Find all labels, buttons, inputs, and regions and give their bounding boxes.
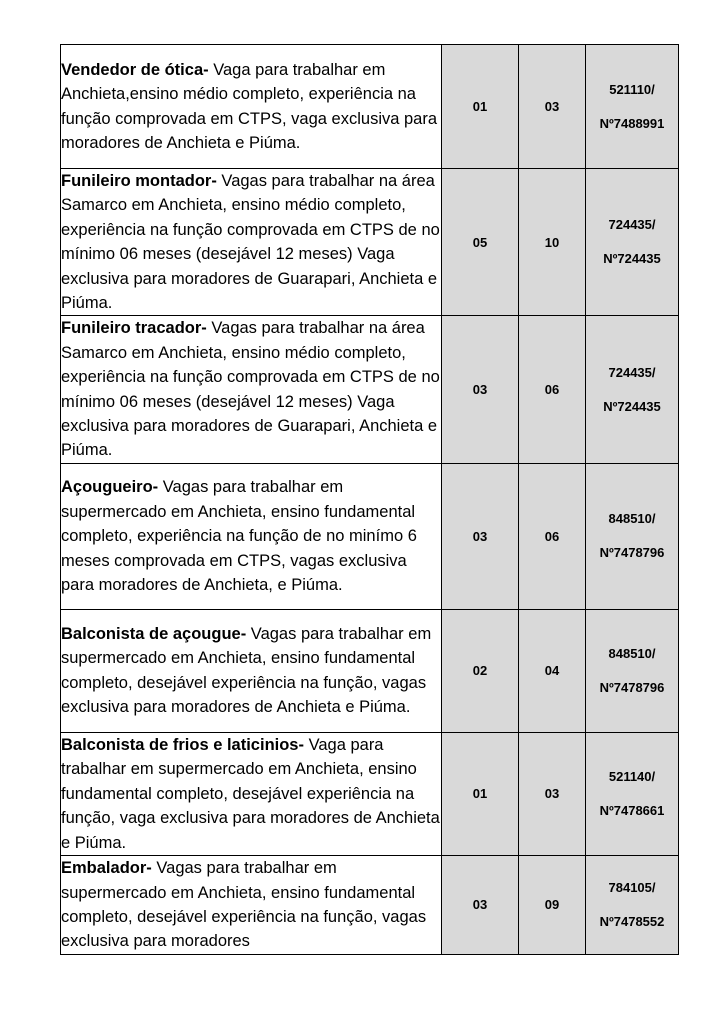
referral-count-cell: 06: [519, 316, 586, 463]
vacancy-count-cell: 05: [442, 169, 519, 316]
job-title: Balconista de açougue-: [61, 625, 247, 644]
table-row: [61, 609, 679, 732]
code-cell: [586, 732, 679, 855]
referral-count-cell: 06: [519, 463, 586, 609]
vacancy-count-cell: 03: [442, 316, 519, 463]
vacancy-count-cell: 02: [442, 609, 519, 732]
table-row: [61, 463, 679, 609]
vacancy-ref: Nº7478552: [599, 913, 665, 929]
occupation-code: 724435/: [608, 217, 656, 233]
occupation-code: 724435/: [608, 364, 656, 380]
table-row: [61, 855, 679, 954]
vacancy-count-cell: 01: [442, 45, 519, 169]
job-details: Vaga para trabalhar em Anchieta,ensino médio completo, experiência na função comprovada em CTPS, vaga exclusiva para moradores de Anchieta e Piúma.: [61, 60, 438, 152]
occupation-code: 848510/: [608, 645, 656, 661]
job-details: Vagas para trabalhar na área Samarco em Anchieta, ensino médio completo, experiência na função comprovada em CTPS de no mínimo 06 meses (desejável 12 meses) Vaga exclusiva para moradores de Guarapari, Anchieta e Piúma.: [61, 172, 440, 313]
job-details: Vagas para trabalhar em supermercado em Anchieta, ensino fundamental completo, experiência na função de no minímo 6 meses comprovada em CTPS, vagas exclusiva para moradores de Anchieta, e Piúma.: [61, 478, 417, 594]
vacancy-count-cell: 03: [442, 855, 519, 954]
code-cell: [586, 609, 679, 732]
job-details: Vaga para trabalhar em supermercado em Anchieta, ensino fundamental completo, desejável experiência na função, vaga exclusiva para moradores de Anchieta e Piúma.: [61, 735, 440, 852]
referral-count-cell: 09: [519, 855, 586, 954]
occupation-code: 521140/: [608, 768, 656, 784]
referral-count-cell: 03: [519, 45, 586, 169]
job-description-cell: [61, 316, 442, 463]
job-title: Vendedor de ótica-: [61, 60, 209, 79]
job-description-cell: [61, 463, 442, 609]
code-cell: [586, 855, 679, 954]
referral-count-cell: 04: [519, 609, 586, 732]
job-details: Vagas para trabalhar em supermercado em Anchieta, ensino fundamental completo, desejável experiência na função, vagas exclusiva para moradores: [61, 859, 427, 951]
job-title: Açougueiro-: [61, 478, 159, 497]
table-row: [61, 316, 679, 463]
code-cell: [586, 169, 679, 316]
job-title: Embalador-: [61, 859, 152, 878]
job-title: Balconista de frios e laticinios-: [61, 735, 304, 754]
code-cell: [586, 463, 679, 609]
job-description-cell: [61, 169, 442, 316]
vacancy-ref: Nº7488991: [599, 115, 665, 131]
job-details: Vagas para trabalhar na área Samarco em Anchieta, ensino médio completo, experiência na função comprovada em CTPS de no mínimo 06 meses (desejável 12 meses) Vaga exclusiva para moradores de Guarapari, Anchieta e Piúma.: [61, 319, 440, 460]
referral-count-cell: 03: [519, 732, 586, 855]
vacancy-ref: Nº724435: [603, 251, 661, 267]
vacancy-ref: Nº724435: [603, 398, 661, 414]
occupation-code: 784105/: [608, 879, 656, 895]
job-title: Funileiro tracador-: [61, 319, 207, 338]
job-description-cell: [61, 609, 442, 732]
code-cell: [586, 316, 679, 463]
vacancy-ref: Nº7478661: [599, 802, 665, 818]
table-row: [61, 732, 679, 855]
job-description-cell: [61, 45, 442, 169]
job-vacancies-table: [60, 44, 679, 955]
vacancy-count-cell: 01: [442, 732, 519, 855]
job-title: Funileiro montador-: [61, 172, 217, 190]
job-description-cell: [61, 855, 442, 954]
table-row: [61, 45, 679, 169]
table-row: [61, 169, 679, 316]
vacancy-count-cell: 03: [442, 463, 519, 609]
job-description-cell: [61, 732, 442, 855]
vacancy-ref: Nº7478796: [599, 679, 665, 695]
code-cell: [586, 45, 679, 169]
occupation-code: 521110/: [609, 81, 655, 97]
referral-count-cell: 10: [519, 169, 586, 316]
vacancy-ref: Nº7478796: [599, 545, 665, 561]
job-details: Vagas para trabalhar em supermercado em Anchieta, ensino fundamental completo, desejável experiência na função, vagas exclusiva para moradores de Anchieta e Piúma.: [61, 625, 432, 717]
occupation-code: 848510/: [608, 511, 656, 527]
